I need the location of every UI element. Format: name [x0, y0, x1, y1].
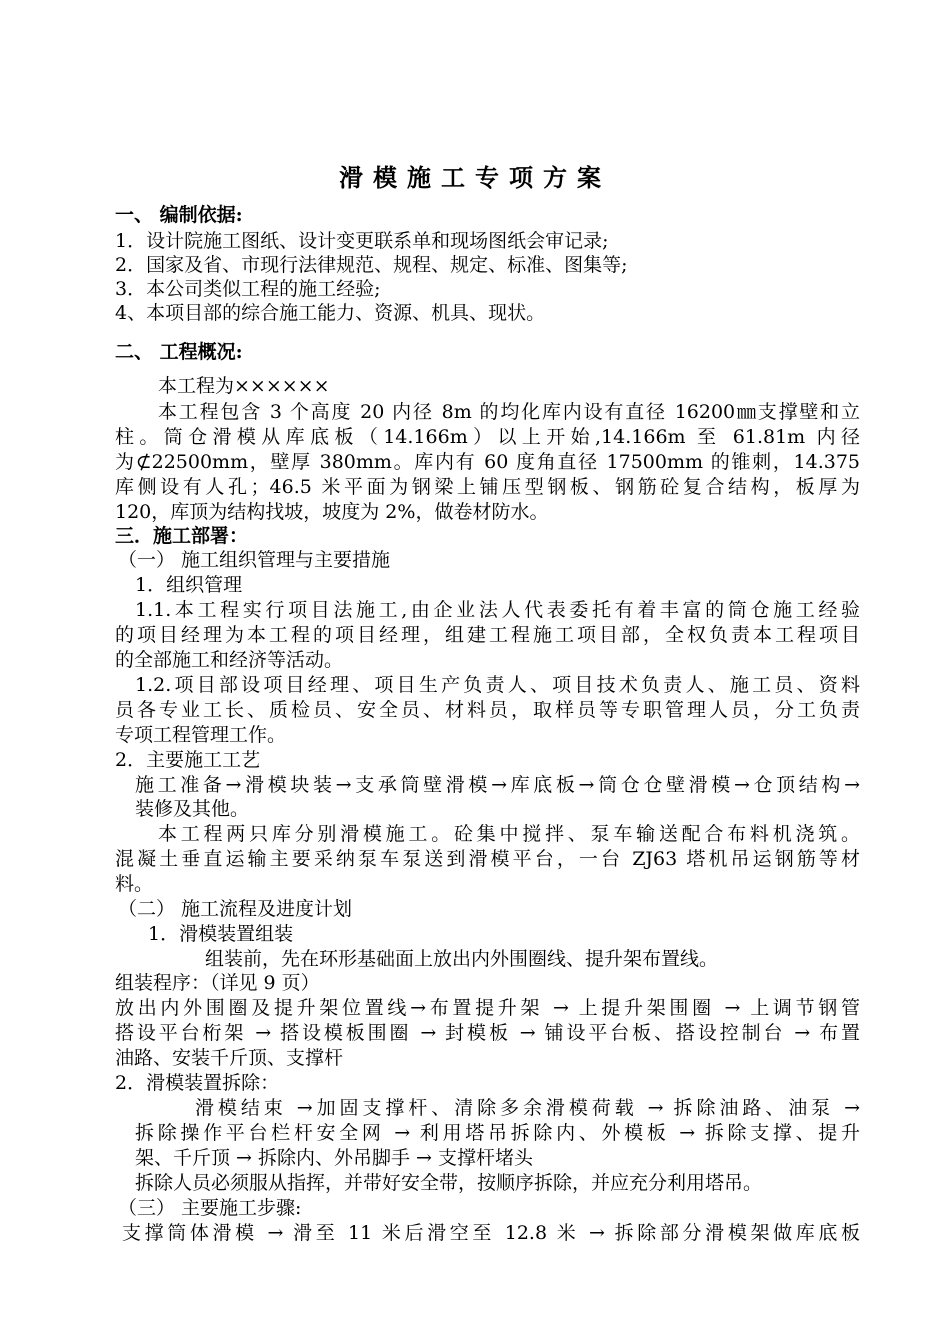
- text-line: 装修及其他。: [135, 798, 250, 820]
- text-line: 本工程为××××××: [158, 375, 330, 397]
- text-line: 专项工程管理工作。: [115, 724, 287, 746]
- text-line: 员各专业工长、质检员、安全员、材料员，取样员等专职管理人员，分工负责: [115, 699, 860, 721]
- text-line: 放出内外围圈及提升架位置线→布置提升架 → 上提升架围圈 → 上调节钢管: [115, 997, 860, 1019]
- text-line: 1.1.本工程实行项目法施工,由企业法人代表委托有着丰富的筒仓施工经验: [135, 599, 860, 621]
- text-line: 为⊄22500mm，壁厚 380mm。库内有 60 度角直径 17500mm 的锥刺，14.375: [115, 451, 860, 473]
- subheading: （二） 施工流程及进度计划: [118, 898, 353, 920]
- text-line: 3．本公司类似工程的施工经验;: [115, 278, 381, 300]
- text-line: 的全部施工和经济等活动。: [115, 649, 344, 671]
- text-line: 1.2.项目部设项目经理、项目生产负责人、项目技术负责人、施工员、资料: [135, 674, 860, 696]
- subheading: （一） 施工组织管理与主要措施: [118, 549, 391, 571]
- text-line: 1．滑模装置组装: [148, 923, 294, 945]
- text-line: 2．主要施工工艺: [115, 749, 261, 771]
- heading-overview: 二、 工程概况:: [115, 341, 243, 363]
- text-line: 组装程序：（详见 9 页）: [115, 972, 320, 994]
- text-line: 4、本项目部的综合施工能力、资源、机具、现状。: [115, 302, 546, 324]
- text-line: 支撑筒体滑模 → 滑至 11 米后滑空至 12.8 米 → 拆除部分滑模架做库底板: [122, 1222, 860, 1244]
- text-line: 油路、安装千斤顶、支撑杆: [115, 1047, 344, 1069]
- text-line: 施工准备→滑模块装→支承筒壁滑模→库底板→筒仓仓壁滑模→仓顶结构→: [135, 774, 860, 796]
- document-title: 滑模施工专项方案: [339, 163, 611, 192]
- text-line: 本工程两只库分别滑模施工。砼集中搅拌、泵车输送配合布料机浇筑。: [158, 823, 860, 845]
- text-line: 架、千斤顶 → 拆除内、外吊脚手 → 支撑杆堵头: [135, 1147, 533, 1169]
- text-line: 拆除人员必须服从指挥，并带好安全带，按顺序拆除，并应充分利用塔吊。: [135, 1172, 763, 1194]
- text-line: 2．国家及省、市现行法律规范、规程、规定、标准、图集等;: [115, 254, 628, 276]
- heading-basis: 一、 编制依据:: [115, 204, 243, 226]
- subheading: （三） 主要施工步骤:: [118, 1197, 302, 1219]
- text-line: 混凝土垂直运输主要采纳泵车泵送到滑模平台，一台 ZJ63 塔机吊运钢筋等材: [115, 848, 860, 870]
- text-line: 1．设计院施工图纸、设计变更联系单和现场图纸会审记录;: [115, 230, 609, 252]
- text-line: 料。: [115, 873, 154, 895]
- text-line: 搭设平台桁架 → 搭设模板围圈 → 封模板 → 铺设平台板、搭设控制台 → 布置: [115, 1022, 860, 1044]
- heading-deployment: 三．施工部署：: [115, 525, 249, 547]
- text-line: 滑模结束 →加固支撑杆、清除多余滑模荷载 → 拆除油路、油泵 →: [195, 1097, 860, 1119]
- text-line: 的项目经理为本工程的项目经理，组建工程施工项目部，全权负责本工程项目: [115, 624, 860, 646]
- text-line: 柱。筒仓滑模从库底板（14.166m）以上开始,14.166m 至 61.81m 内径: [115, 426, 860, 448]
- text-line: 1．组织管理: [135, 574, 243, 596]
- text-line: 2．滑模装置拆除：: [115, 1072, 280, 1094]
- text-line: 库侧设有人孔；46.5 米平面为钢梁上铺压型钢板、钢筋砼复合结构，板厚为: [115, 476, 860, 498]
- text-line: 组装前，先在环形基础面上放出内外围圈线、提升架布置线。: [205, 948, 719, 970]
- text-line: 120，库顶为结构找坡，坡度为 2%，做卷材防水。: [115, 501, 549, 523]
- text-line: 本工程包含 3 个高度 20 内径 8m 的均化库内设有直径 16200㎜支撑壁和立: [158, 401, 860, 423]
- text-line: 拆除操作平台栏杆安全网 → 利用塔吊拆除内、外模板 → 拆除支撑、提升: [135, 1122, 860, 1144]
